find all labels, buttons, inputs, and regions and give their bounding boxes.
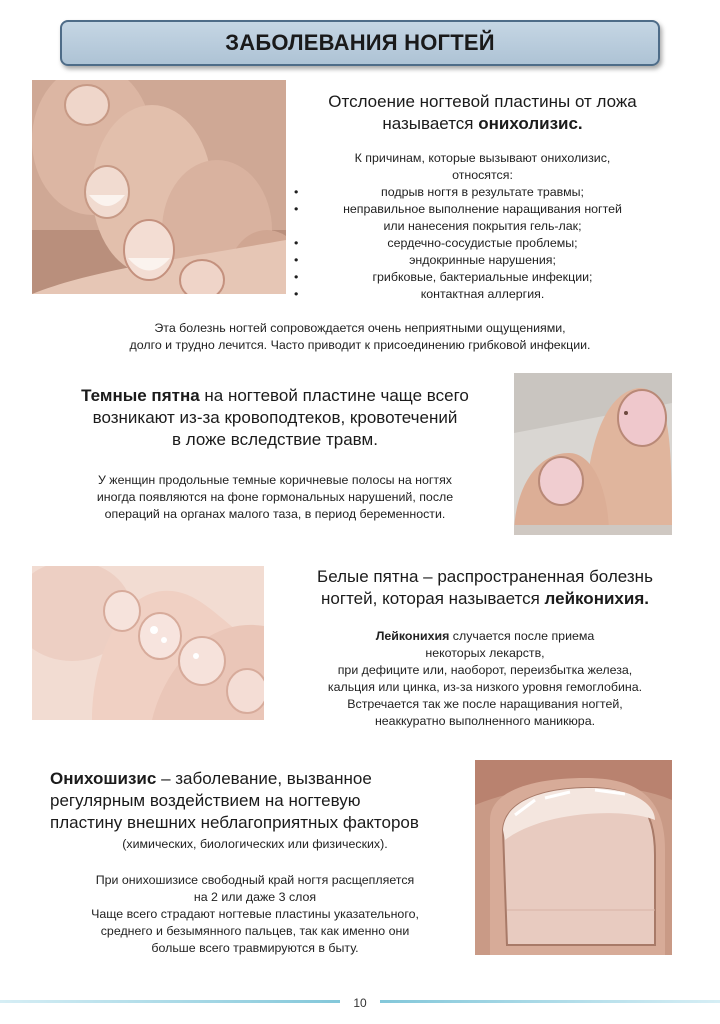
onychoschisis-heading-line-2: регулярным воздействием на ногтевую [50, 791, 361, 810]
page-number: 10 [340, 996, 380, 1010]
bullet-icon: • [294, 236, 299, 250]
dark-spots-body-line-2: иногда появляются на фоне гормональных нарушений, после [96, 490, 454, 504]
onychoschisis-term: Онихошизис [50, 769, 157, 788]
white-spots-body-line-3: при дефиците или, наоборот, переизбытка железа, [337, 663, 633, 677]
white-spots-heading [270, 566, 700, 610]
cause-item [294, 184, 665, 201]
onychoschisis-body-line-2: на 2 или даже 3 слоя [193, 890, 317, 904]
cause-item [294, 201, 665, 218]
onycholysis-note [40, 320, 680, 354]
cause-text: грибковые, бактериальные инфекции; [372, 270, 593, 284]
onychoschisis-note-line: (химических, биологических или физических). [122, 837, 388, 851]
onycholysis-note-line-1: Эта болезнь ногтей сопровождается очень неприятными ощущениями, [154, 321, 566, 335]
dark-spots-body-line-3: операций на органах малого таза, в период беременности. [104, 507, 446, 521]
dark-spots-photo [514, 373, 672, 535]
bullet-icon: • [294, 202, 299, 216]
onychoschisis-heading-note [50, 836, 460, 853]
onycholysis-term: онихолизис. [478, 114, 583, 133]
onychoschisis-heading-line-1: – заболевание, вызванное [156, 769, 372, 788]
bullet-icon: • [294, 287, 299, 301]
dark-spots-term: Темные пятна [81, 386, 200, 405]
onychoschisis-body [40, 872, 470, 957]
white-spots-body [270, 628, 700, 730]
onychoschisis-heading-line-3: пластину внешних неблагоприятных факторов [50, 813, 419, 832]
cause-text: сердечно-сосудистые проблемы; [387, 236, 578, 250]
white-spots-photo [32, 566, 264, 720]
white-spots-body-line-2: некоторых лекарств, [425, 646, 545, 660]
cause-text: контактная аллергия. [420, 287, 545, 301]
leukonychia-body-term: Лейконихия [375, 629, 450, 643]
causes-intro-line-1: К причинам, которые вызывают онихолизис, [354, 151, 611, 165]
cause-text: или нанесения покрытия гель-лак; [383, 219, 582, 233]
dark-spots-heading-line-2: возникают из-за кровоподтеков, кровотечений [92, 408, 458, 427]
onycholysis-causes-list [294, 184, 665, 303]
dark-spots-heading-line-3: в ложе вследствие травм. [172, 430, 378, 449]
onychoschisis-body-line-5: больше всего травмируются в быту. [151, 941, 359, 955]
onychoschisis-photo [475, 760, 672, 955]
white-spots-body-line-4: кальция или цинка, из-за низкого уровня гемоглобина. [327, 680, 643, 694]
white-spots-heading-line-2: ногтей, которая называется [321, 589, 545, 608]
onycholysis-causes-intro [300, 150, 665, 184]
onychoschisis-body-line-1: При онихошизисе свободный край ногтя расщепляется [95, 873, 415, 887]
dark-spots-body [40, 472, 510, 523]
white-spots-body-line-6: неаккуратно выполненного маникюра. [374, 714, 596, 728]
cause-item [294, 235, 665, 252]
onychoschisis-body-line-4: среднего и безымянного пальцев, так как именно они [100, 924, 410, 938]
dark-spots-body-line-1: У женщин продольные темные коричневые полосы на ногтях [97, 473, 453, 487]
onycholysis-heading-line-1: Отслоение ногтевой пластины от ложа [328, 92, 637, 111]
white-spots-body-line-5: Встречается так же после наращивания ногтей, [347, 697, 623, 711]
title-banner [60, 20, 660, 66]
bullet-icon: • [294, 270, 299, 284]
bullet-icon: • [294, 185, 299, 199]
cause-item [294, 286, 665, 303]
onycholysis-photo [32, 80, 286, 294]
onychoschisis-heading [50, 768, 470, 834]
onycholysis-heading-line-2: называется [382, 114, 479, 133]
cause-item [300, 218, 665, 235]
white-spots-heading-line-1: Белые пятна – распространенная болезнь [317, 567, 653, 586]
bullet-icon: • [294, 253, 299, 267]
onycholysis-note-line-2: долго и трудно лечится. Часто приводит к присоединению грибковой инфекции. [129, 338, 591, 352]
causes-intro-line-2: относятся: [452, 168, 513, 182]
cause-text: подрыв ногтя в результате травмы; [381, 185, 584, 199]
leukonychia-term: лейконихия. [544, 589, 649, 608]
cause-text: эндокринные нарушения; [409, 253, 556, 267]
cause-item [294, 252, 665, 269]
page-title: ЗАБОЛЕВАНИЯ НОГТЕЙ [225, 30, 495, 55]
cause-item [294, 269, 665, 286]
cause-text: неправильное выполнение наращивания ногтей [343, 202, 622, 216]
dark-spots-heading-line-1: на ногтевой пластине чаще всего [199, 386, 469, 405]
white-spots-body-line-1: случается после приема [449, 629, 595, 643]
onychoschisis-body-line-3: Чаще всего страдают ногтевые пластины указательного, [91, 907, 419, 921]
onycholysis-heading [300, 91, 665, 135]
dark-spots-heading [40, 385, 510, 451]
